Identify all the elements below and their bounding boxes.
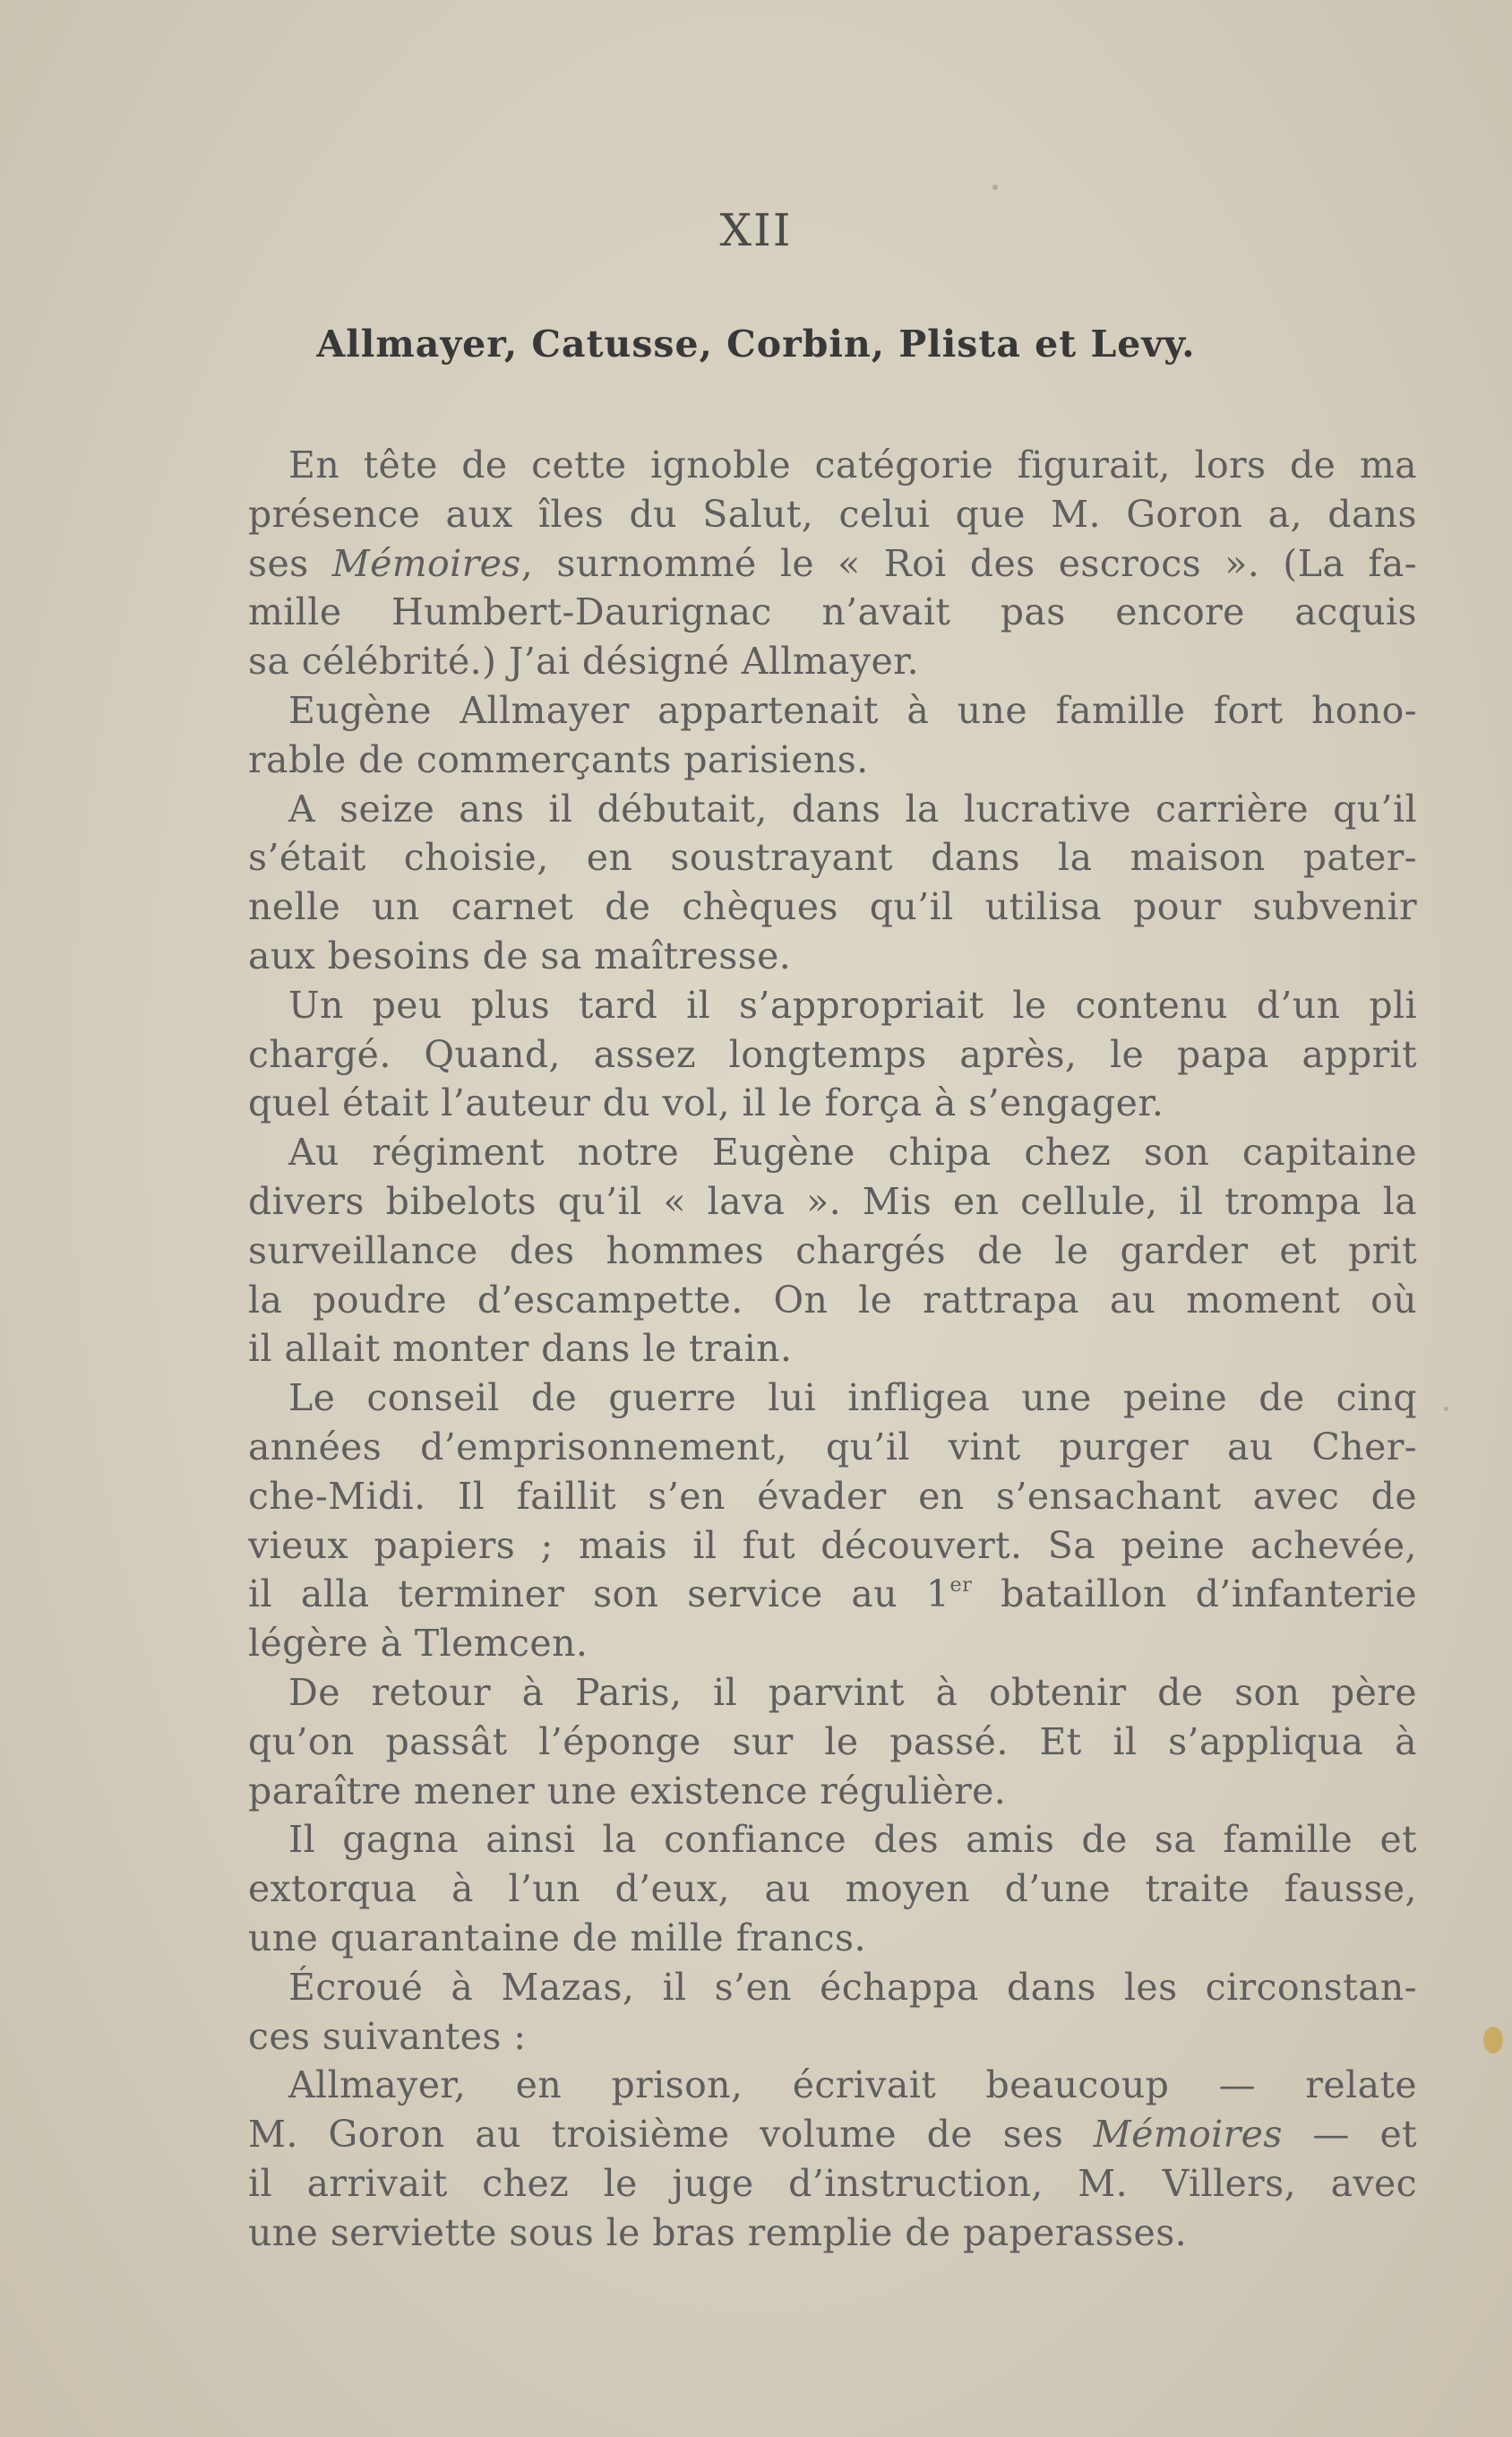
- text-segment: quel était l’auteur du vol, il le força à s’engager.: [248, 1081, 1164, 1125]
- text-line: [248, 1815, 1417, 1864]
- text-line: [248, 833, 1417, 883]
- text-segment: surveillance des hommes chargés de le garder et prit: [248, 1228, 1417, 1272]
- body-text: [248, 441, 1417, 2257]
- text-line: [248, 1570, 1417, 1619]
- text-line: [248, 883, 1417, 932]
- text-segment: A seize ans il débutait, dans la lucrative carrière qu’il: [288, 787, 1417, 831]
- text-segment: s’était choisie, en soustrayant dans la maison pater-: [248, 836, 1417, 880]
- text-segment: De retour à Paris, il parvint à obtenir de son père: [288, 1670, 1417, 1714]
- text-line: [248, 1619, 1417, 1668]
- text-segment: années d’emprisonnement, qu’il vint purger au Cher-: [248, 1425, 1417, 1468]
- chapter-number: XII: [719, 204, 793, 256]
- text-line: [248, 1374, 1417, 1423]
- text-segment: il allait monter dans le train.: [248, 1327, 793, 1371]
- italic-text: Mémoires: [1093, 2113, 1283, 2157]
- text-segment: nelle un carnet de chèques qu’il utilisa pour subvenir: [248, 885, 1417, 929]
- text-segment: extorqua à l’un d’eux, au moyen d’une traite fausse,: [248, 1867, 1417, 1911]
- text-line: [248, 2159, 1417, 2209]
- text-line: [248, 539, 1417, 589]
- text-segment: il alla terminer son service au 1: [248, 1572, 950, 1616]
- text-line: [248, 588, 1417, 637]
- text-segment: légère à Tlemcen.: [248, 1622, 588, 1666]
- text-line: [248, 1668, 1417, 1718]
- text-line: [248, 1718, 1417, 1767]
- text-segment: sa célébrité.) J’ai désigné Allmayer.: [248, 640, 920, 684]
- text-line: [248, 1521, 1417, 1571]
- text-line: [248, 1963, 1417, 2012]
- text-segment: chargé. Quand, assez longtemps après, le papa apprit: [248, 1032, 1417, 1076]
- text-segment: vieux papiers ; mais il fut découvert. Sa peine achevée,: [248, 1523, 1417, 1567]
- text-segment: une serviette sous le bras remplie de paperasses.: [248, 2210, 1188, 2254]
- text-line: [248, 1324, 1417, 1374]
- text-line: [248, 2012, 1417, 2062]
- text-segment: mille Humbert-Daurignac n’avait pas encore acquis: [248, 590, 1417, 634]
- text-segment: Allmayer, en prison, écrivait beaucoup — relate: [288, 2063, 1417, 2107]
- text-line: [248, 1472, 1417, 1521]
- text-line: [248, 1030, 1417, 1080]
- text-segment: Écroué à Mazas, il s’en échappa dans les circonstan-: [288, 1965, 1417, 2009]
- text-line: [248, 1227, 1417, 1276]
- text-line: [248, 736, 1417, 785]
- paper-blemish: [992, 185, 998, 190]
- text-line: [248, 2110, 1417, 2159]
- text-line: [248, 1276, 1417, 1325]
- text-segment: aux besoins de sa maîtresse.: [248, 934, 792, 977]
- text-line: [248, 490, 1417, 539]
- text-line: [248, 2209, 1417, 2258]
- text-segment: bataillon d’infanterie: [972, 1572, 1417, 1616]
- text-segment: Eugène Allmayer appartenait à une famille fort hono-: [288, 688, 1417, 732]
- text-line: [248, 785, 1417, 834]
- text-segment: M. Goron au troisième volume de ses: [248, 2113, 1094, 2157]
- paper-blemish: [1444, 1407, 1448, 1411]
- text-line: [248, 441, 1417, 490]
- text-line: [248, 981, 1417, 1030]
- text-segment: Le conseil de guerre lui infligea une peine de cinq: [288, 1376, 1417, 1420]
- text-line: [248, 1767, 1417, 1816]
- text-segment: qu’on passât l’éponge sur le passé. Et il s’appliqua à: [248, 1719, 1417, 1763]
- text-line: [248, 686, 1417, 736]
- italic-text: Mémoires: [331, 541, 521, 585]
- text-segment: la poudre d’escampette. On le rattrapa au moment où: [248, 1278, 1417, 1322]
- text-segment: il arrivait chez le juge d’instruction, M. Villers, avec: [248, 2161, 1417, 2205]
- text-line: [248, 1423, 1417, 1472]
- text-line: [248, 637, 1417, 686]
- text-line: [248, 1128, 1417, 1177]
- chapter-title: Allmayer, Catusse, Corbin, Plista et Levy.: [316, 323, 1196, 366]
- paper-blemish: [1483, 2027, 1503, 2054]
- text-segment: En tête de cette ignoble catégorie figurait, lors de ma: [288, 443, 1417, 487]
- text-segment: Un peu plus tard il s’appropriait le contenu d’un pli: [288, 983, 1417, 1027]
- text-segment: Au régiment notre Eugène chipa chez son capitaine: [288, 1131, 1417, 1175]
- text-segment: Il gagna ainsi la confiance des amis de sa famille et: [288, 1818, 1417, 1862]
- text-line: [248, 932, 1417, 981]
- text-segment: che-Midi. Il faillit s’en évader en s’ensachant avec de: [248, 1474, 1417, 1518]
- text-segment: ces suivantes :: [248, 2014, 527, 2058]
- text-segment: ses: [248, 541, 332, 585]
- text-line: [248, 2061, 1417, 2110]
- text-segment: paraître mener une existence régulière.: [248, 1769, 1007, 1813]
- text-line: [248, 1079, 1417, 1128]
- superscript-text: er: [949, 1573, 973, 1597]
- text-segment: rable de commerçants parisiens.: [248, 737, 869, 781]
- text-segment: , surnommé le « Roi des escrocs ». (La fa-: [520, 541, 1417, 585]
- text-line: [248, 1914, 1417, 1963]
- text-line: [248, 1177, 1417, 1227]
- text-segment: — et: [1282, 2113, 1417, 2157]
- text-line: [248, 1864, 1417, 1914]
- text-segment: divers bibelots qu’il « lava ». Mis en cellule, il trompa la: [248, 1179, 1417, 1223]
- text-segment: une quarantaine de mille francs.: [248, 1916, 866, 1959]
- text-segment: présence aux îles du Salut, celui que M. Goron a, dans: [248, 492, 1417, 536]
